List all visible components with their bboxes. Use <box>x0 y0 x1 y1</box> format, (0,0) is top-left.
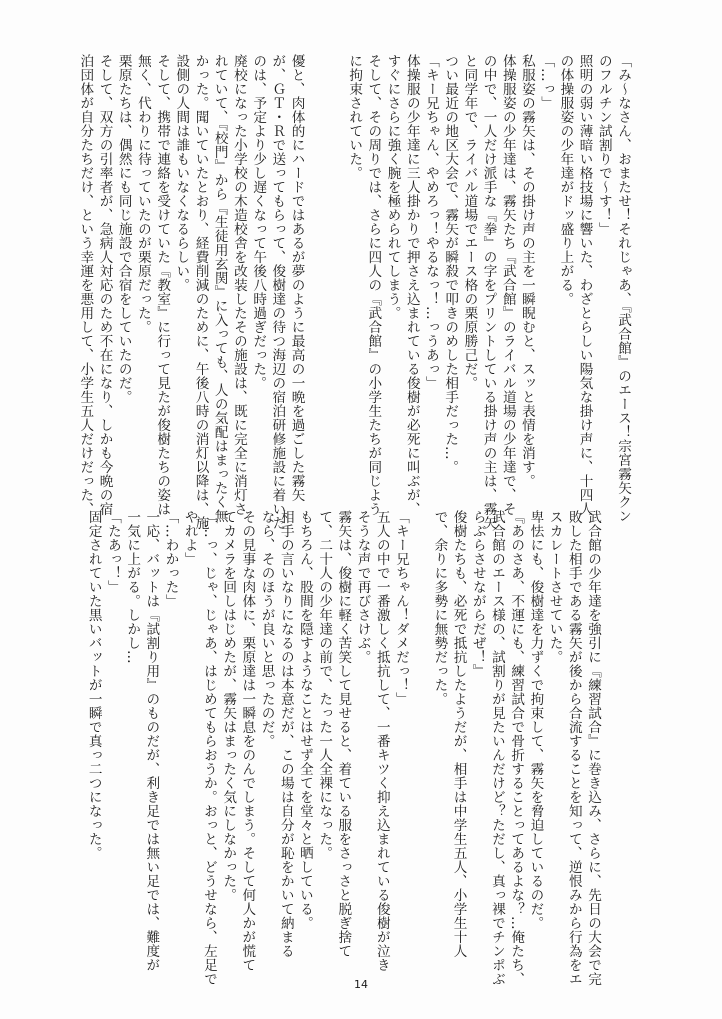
text-line: 武合館のエース様の、試割りが見たいんだけど？ただし、真っ裸でチンポぶ <box>488 510 505 986</box>
page-number: 14 <box>354 978 368 991</box>
upper-text-block <box>75 54 632 530</box>
text-line: らぶらさせながらだぜ！』 <box>469 510 486 678</box>
text-line: に拘束されていた。 <box>346 54 363 180</box>
text-line: 霧矢は、俊樹に軽く苦笑して見せると、着ている服をさっさと脱ぎ捨て <box>335 510 352 958</box>
text-line: 優と、肉体的にハードではあるが夢のように最高の一晩を過ごした霧矢 <box>288 54 305 502</box>
text-line: 武合館の少年達を強引に『練習試合』に巻き込み、さらに、先日の大会で完 <box>585 510 601 986</box>
text-line: 設側の人間は誰もいなくなるらしい。 <box>173 54 190 292</box>
text-line: のフルチン試割りで〜す！」 <box>595 54 612 236</box>
text-line: の体操服姿の少年達がドッ盛り上がる。 <box>557 54 574 306</box>
text-line: 一応、バットは『試割り用』のものだが、利き足では無い足では、難度が <box>143 510 160 972</box>
text-line: 敗した相手である霧矢が後から合流することを知って、逆恨みから行為をエ <box>565 510 582 986</box>
text-line: すぐにさらに強く腕を極められてしまう。 <box>384 54 401 320</box>
text-line: れていて、『校門』から『生徒用玄関』に入っても、人の気配はまったく無 <box>211 54 228 524</box>
text-line <box>325 54 344 472</box>
text-line: 「キー兄ちゃん、やめろっ！やるなっ！…っうあっ」 <box>422 54 439 390</box>
text-line <box>306 54 325 472</box>
text-line: もちろん、股間を隠すようなことはせず全てを堂々と晒している。 <box>296 510 313 930</box>
text-line: 体操服姿の少年達は、霧矢たち『武合館』のライバル道場の少年達で、そ <box>499 54 516 516</box>
text-line: の中で、一人だけ派手な『拳』の字をプリントしている掛け声の主は、霧矢 <box>480 54 497 530</box>
text-line: 俊樹たちも、必死で抵抗したようだが、相手は中学生五人、小学生十人 <box>450 510 467 958</box>
text-line: そうな声で再びさけぶ。 <box>354 510 371 664</box>
text-line: やれよ」 <box>181 510 198 566</box>
text-line: と同学年で、ライバル道場でエース格の栗原勝己だ。 <box>461 54 478 390</box>
text-line: 私服姿の霧矢は、その掛け声の主を一瞬睨むと、スッと表情を消す。 <box>518 54 535 488</box>
text-line: 相手の言いなりになるのは本意だが、この場は自分が恥をかいて納まる <box>277 510 294 958</box>
text-line: その見事な肉体に、栗原達は一瞬息をのんでしまう。そして何人かが慌て <box>239 510 256 972</box>
text-line: 栗原たちは、偶然にも同じ施設で合宿をしていたのだ。 <box>115 54 132 404</box>
text-line: 泊団体が自分たちだけ、という幸運を悪用して、小学生五人だけだった、 <box>77 54 94 516</box>
text-line: 「…わかった」 <box>162 510 179 608</box>
text-line: 「たあっ！」 <box>104 510 121 594</box>
text-line: そして、双方の引率者が、急病人対応のため不在になり、しかも今晩の宿 <box>96 54 113 516</box>
text-line <box>410 510 429 920</box>
text-line: てカメラを回しはじめたが、霧矢はまったく気にしなかった。 <box>220 510 237 902</box>
text-line: 「キー兄ちゃん！ダメだっ！」 <box>392 510 409 706</box>
text-line: 一気に上がる。しかし… <box>124 510 141 664</box>
text-line: 廃校になった小学校の木造校舎を改装したその施設は、既に完全に消灯さ <box>230 54 247 516</box>
text-line: スカレートさせていた。 <box>546 510 563 664</box>
text-line: 「み〜なさん、おまたせ！それじゃあ、『武合館』のエース！宗宮霧矢クン <box>615 54 631 524</box>
text-line: かった。聞いていたとおり、経費削減のために、午後八時の消灯以降は、施 <box>192 54 209 530</box>
text-line: なら、そのほうが良いと思ったのだ。 <box>258 510 275 748</box>
text-line: そして、その周りでは、さらに四人の『武合館』の小学生たちが同じよう <box>365 54 382 516</box>
text-line: で、余りに多勢に無勢だった。 <box>431 510 448 706</box>
text-line: 「…っ」 <box>538 54 555 110</box>
text-line: 照明の弱い薄暗い格技場に響いた、わざとらしい陽気な掛け声に、十四人 <box>576 54 593 516</box>
text-line: 「…っ、じゃ、じゃあ、はじめてもらおうか。おっと、どうせなら、左足で <box>200 510 217 986</box>
text-line: 『あのさあ、不運にも、練習試合で骨折することってあるよな？…俺たち、 <box>508 510 525 986</box>
text-line: 体操服の少年達に三人掛かりで押さえ込まれている俊樹が必死に叫ぶが、 <box>403 54 420 516</box>
text-line: つい最近の地区大会で、霧矢が瞬殺で叩きのめした相手だった…。 <box>442 54 459 474</box>
text-line: 五人の中で一番激しく抵抗して、一番キツく抑え込まれている俊樹が泣き <box>373 510 390 972</box>
text-line: が、ＧＴ・Ｒで送ってもらって、俊樹達の待つ海辺の宿泊研修施設に着いた <box>269 54 286 530</box>
text-line: そして、携帯で連絡を受けていた『教室』に行って見たが俊樹たちの姿は <box>154 54 171 516</box>
text-line: 無く、代わりに待っていたのが栗原だった。 <box>134 54 151 334</box>
text-line: 固定されていた黒いバットが一瞬で真っ二つになった。 <box>85 510 102 860</box>
text-line: て、二十人の少年達の前で、たった一人全裸になった。 <box>316 510 333 860</box>
text-line: 卑怯にも、俊樹達を力ずくで拘束して、霧矢を脅迫しているのだ。 <box>527 510 544 930</box>
text-line: のは、予定より少し遅くなって午後八時過ぎだった。 <box>250 54 267 390</box>
